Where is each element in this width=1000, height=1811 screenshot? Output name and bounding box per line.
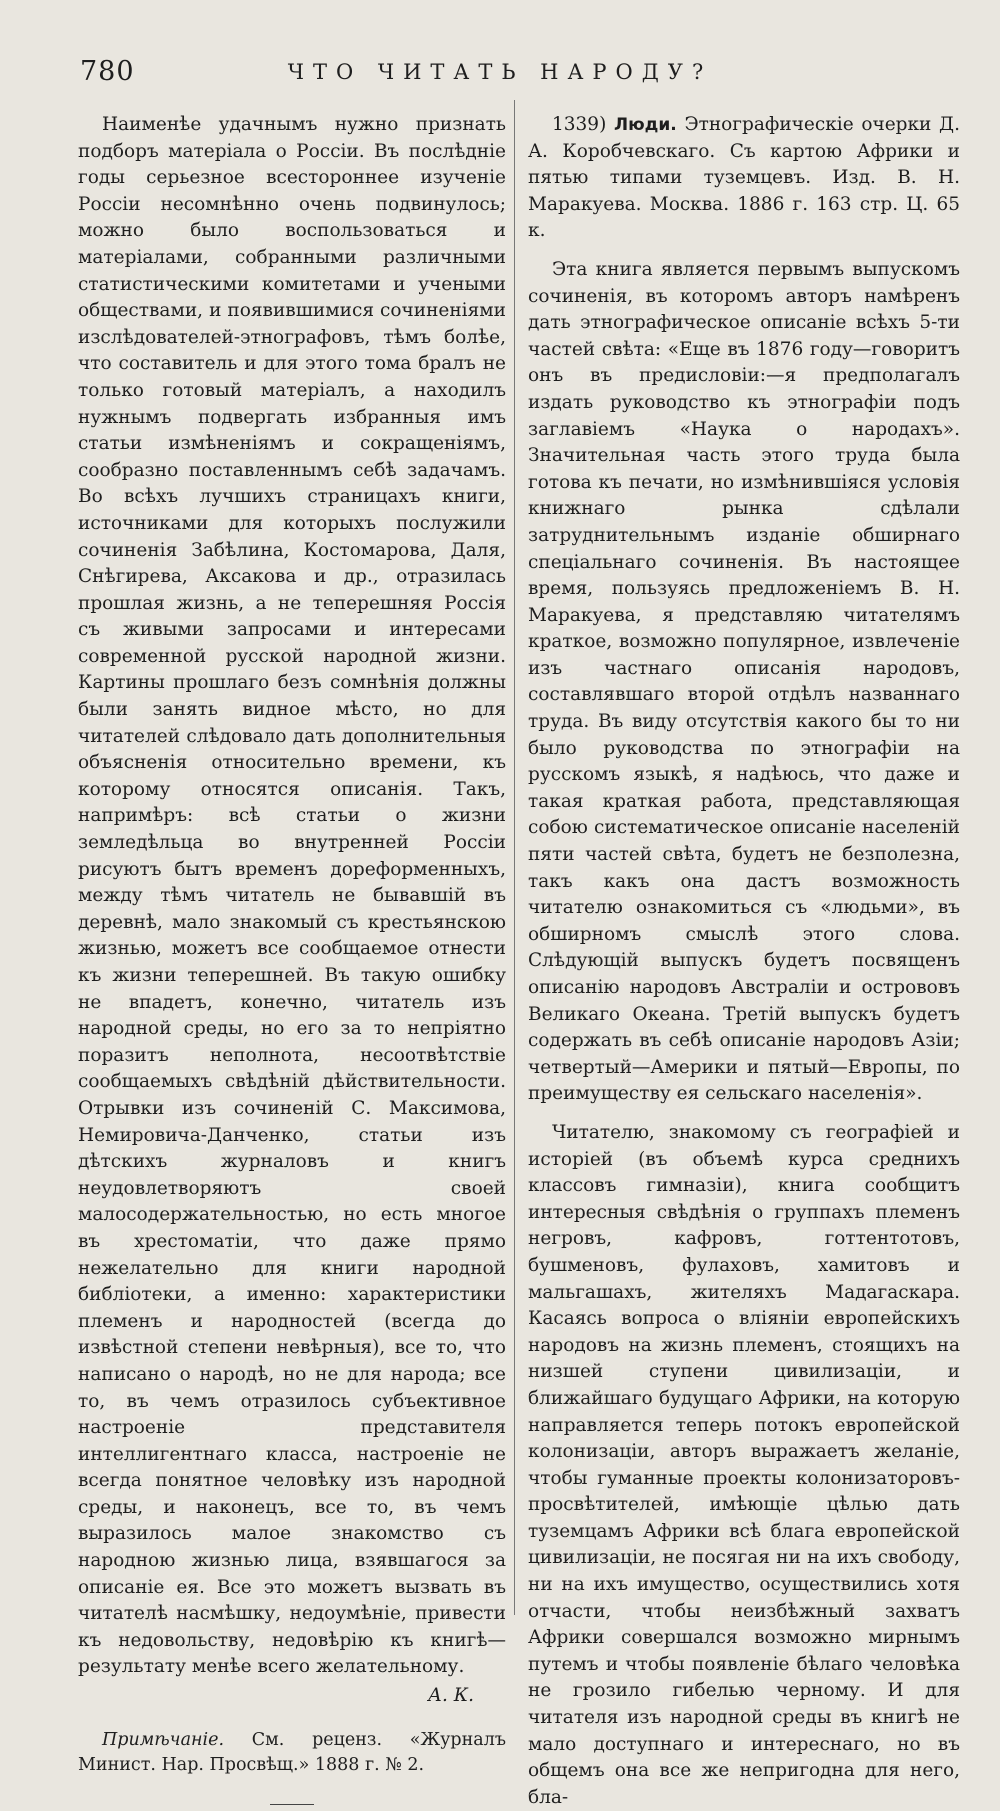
catalog-entry xyxy=(528,112,960,245)
column-divider xyxy=(514,100,515,1615)
author-signature: А. К. xyxy=(428,1685,474,1707)
footnote-text: См. реценз. «Журналъ Минист. Нар. Просвѣщ.» 1888 г. № 2. xyxy=(78,1729,506,1775)
footnote xyxy=(78,1728,506,1778)
right-column xyxy=(528,112,960,1811)
review-body-paragraph: Наименѣе удачнымъ нужно признать подборъ матеріала о Россіи. Въ послѣдніе годы серьезное всестороннее изученіе Россіи несомнѣнно очень подвинулось; можно было воспользоваться и матеріалами, собранными различными статистическими комитетами и учеными обществами, и появившимися сочиненіями изслѣдователей-этнографовъ, тѣмъ болѣе, что составитель и для этого тома бралъ не только готовый матеріалъ, а находилъ нужнымъ подвергать избранныя имъ статьи измѣненіямъ и сокращеніямъ, сообразно поставленнымъ себѣ задачамъ. Во всѣхъ лучшихъ страницахъ книги, источниками для которыхъ послужили сочиненія Забѣлина, Костомарова, Даля, Снѣгирева, Аксакова и др., отразилась прошлая жизнь, а не теперешняя Россія съ живыми запросами и интересами современной русской народной жизни. Картины прошлаго безъ сомнѣнія должны были занять видное мѣсто, но для читателей слѣдовало дать дополнительныя объясненія относительно времени, къ которому относятся описанія. Такъ, напримѣръ: всѣ статьи о жизни земледѣльца во внутренней Россіи рисуютъ бытъ временъ дореформенныхъ, между тѣмъ читатель не бывавшій въ деревнѣ, мало знакомый съ крестьянскою жизнью, можетъ все сообщаемое отнести къ жизни теперешней. Въ такую ошибку не впадетъ, конечно, читатель изъ народной среды, но его за то непріятно поразитъ неполнота, несоотвѣтствіе сообщаемыхъ свѣдѣній дѣйствительности. Отрывки изъ сочиненій С. Максимова, Немировича-Данченко, статьи изъ дѣтскихъ журналовъ и книгъ неудовлетворяютъ своей малосодержательностью, но есть многое въ хрестоматіи, что даже прямо нежелательно для книги народной библіотеки, а именно: характеристики племенъ и народностей (всегда до извѣстной степени невѣрныя), все то, что написано о народѣ, но не для народа; все то, въ чемъ отразилось субъективное настроеніе представителя интеллигентнаго класса, настроеніе не всегда понятное человѣку изъ народной среды, и наконецъ, все то, въ чемъ выразилось малое знакомство съ народною жизнью лица, взявшагося за описаніе ея. Все это можетъ вызвать въ читателѣ насмѣшку, недоумѣніе, привести къ недовольству, недовѣрію къ книгѣ—результату менѣе всего желательному. xyxy=(78,114,506,1678)
entry-number: 1339) xyxy=(552,114,607,135)
entry-title: Люди. xyxy=(614,115,677,135)
review-paragraph-1: Эта книга является первымъ выпускомъ сочиненія, въ которомъ авторъ намѣренъ дать этнографическое описаніе всѣхъ 5-ти частей свѣта: «Еще въ 1876 году—говоритъ онъ въ предисловіи:—я предполагалъ издать руководство къ этнографіи подъ заглавіемъ «Наука о народахъ». Значительная часть этого труда была готова къ печати, но измѣнившіяся условія книжнаго рынка сдѣлали затруднительнымъ изданіе обширнаго спеціальнаго сочиненія. Въ настоящее время, пользуясь предложеніемъ В. Н. Маракуева, я представляю читателямъ краткое, возможно популярное, извлеченіе изъ частнаго описанія народовъ, составлявшаго второй отдѣлъ названнаго труда. Въ виду отсутствія какого бы то ни было руководства по этнографіи на русскомъ языкѣ, я надѣюсь, что даже и такая краткая работа, представляющая собою систематическое описаніе населеній пяти частей свѣта, будетъ не безполезна, такъ какъ она дастъ возможность читателю ознакомиться съ «людьми», въ обширномъ смыслѣ этого слова. Слѣдующій выпускъ будетъ посвященъ описанію народовъ Австраліи и острововъ Великаго Океана. Третій выпускъ будетъ содержать въ себѣ описаніе народовъ Азіи; четвертый—Америки и пятый—Европы, по преимуществу ея сельскаго населенія». xyxy=(528,258,960,1105)
running-title: ЧТО ЧИТАТЬ НАРОДУ? xyxy=(287,60,713,84)
footnote-label: Примѣчаніе. xyxy=(102,1729,225,1750)
review-paragraph-2: Читателю, знакомому съ географіей и исторіей (въ объемѣ курса среднихъ классовъ гимназіи), книга сообщитъ интересныя свѣдѣнія о группахъ племенъ негровъ, кафровъ, готтентотовъ, бушменовъ, фулаховъ, хамитовъ и мальгашахъ, жителяхъ Мадагаскара. Касаясь вопроса о вліяніи европейскихъ народовъ на жизнь племенъ, стоящихъ на низшей ступени цивилизаціи, и ближайшаго будущаго Африки, на которую направляется теперь потокъ европейской колонизаціи, авторъ выражаетъ желаніе, чтобы гуманные проекты колонизаторовъ-просвѣтителей, имѣющіе цѣлью дать туземцамъ Африки всѣ блага европейской цивилизаціи, не посягая ни на ихъ свободу, ни на ихъ имущество, осуществились хотя отчасти, чтобы неизбѣжный захватъ Африки совершался возможно мирнымъ путемъ и чтобы появленіе бѣлаго человѣка не грозило гибелью черному. И для читателя изъ народной среды въ книгѣ не мало доступнаго и интереснаго, но въ общемъ она все же непригодна для него, бла- xyxy=(528,1121,960,1808)
entry-description: Этнографическіе очерки Д. А. Коробчевскаго. Съ картою Африки и пятью типами туземцевъ. Изд. В. Н. Маракуева. Москва. 1886 г. 163 стр. Ц. 65 к. xyxy=(528,114,960,242)
page-number: 780 xyxy=(80,56,135,87)
section-divider xyxy=(270,1804,314,1805)
left-column xyxy=(78,112,506,1805)
